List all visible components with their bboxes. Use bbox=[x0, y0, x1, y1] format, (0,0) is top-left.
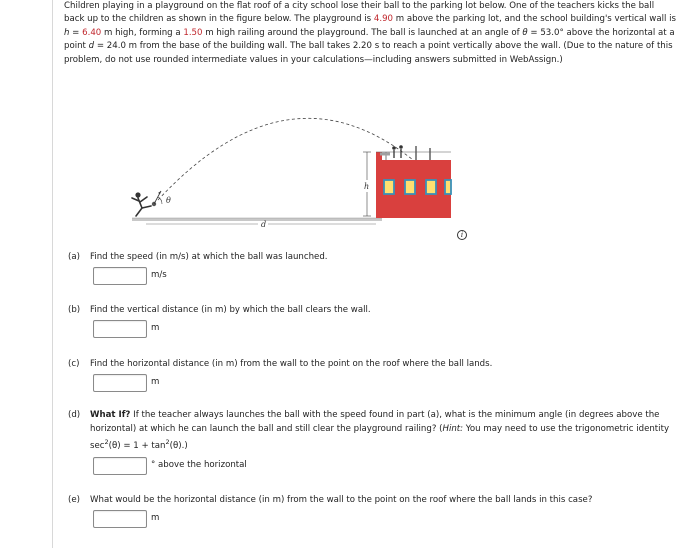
part-label: (a) bbox=[68, 252, 80, 262]
theta-variable: θ bbox=[522, 27, 528, 38]
intro-text: m above the parking lot, and the school building's vertical wall is bbox=[393, 14, 676, 25]
intro-text: = 53.0° above the horizontal at a point bbox=[64, 27, 675, 52]
intro-text: m high railing around the playground. The ball is launched at an angle of bbox=[202, 27, 523, 38]
unit-label: m bbox=[151, 377, 160, 387]
teacher-figure bbox=[132, 192, 151, 216]
h-variable: h bbox=[64, 27, 70, 38]
d-label: d bbox=[261, 220, 267, 229]
railing-height-value: 1.50 bbox=[183, 27, 203, 38]
part-a bbox=[68, 251, 668, 265]
part-question: (θ) = 1 + tan bbox=[108, 440, 166, 451]
parking-lot-ground bbox=[132, 218, 382, 221]
part-question: (θ).) bbox=[169, 440, 188, 451]
school-building bbox=[376, 145, 451, 218]
part-d bbox=[68, 409, 672, 453]
wall-height-value: 6.40 bbox=[82, 27, 102, 38]
part-label: (c) bbox=[68, 359, 80, 369]
unit-label: ° above the horizontal bbox=[151, 460, 247, 470]
unit-label: m/s bbox=[151, 270, 167, 280]
intro-text: = bbox=[69, 27, 83, 38]
part-c bbox=[68, 358, 668, 372]
part-question: What would be the horizontal distance (in m) from the wall to the point on the roof where the ball lands in this case? bbox=[90, 495, 593, 505]
what-if-lead: What If? bbox=[90, 410, 131, 420]
part-question: You may need to use the trigonometric identity sec bbox=[90, 423, 670, 451]
left-border bbox=[52, 0, 53, 548]
part-question: Find the speed (in m/s) at which the ball was launched. bbox=[90, 252, 328, 262]
part-question: Find the horizontal distance (in m) from the wall to the point on the roof where the ball lands. bbox=[90, 359, 493, 369]
answer-input-d[interactable] bbox=[93, 457, 147, 475]
exponent: 2 bbox=[165, 438, 170, 446]
answer-input-b[interactable] bbox=[93, 320, 147, 338]
part-label: (b) bbox=[68, 305, 81, 315]
part-question: If the teacher always launches the ball with the speed found in part (a), what is the minimum angle (in degrees above the horizontal) at which he can launch the ball and still clear the playground railing? ( bbox=[90, 410, 660, 434]
hint-lead: Hint: bbox=[442, 423, 464, 434]
answer-input-a[interactable] bbox=[93, 267, 147, 285]
part-question: Find the vertical distance (in m) by which the ball clears the wall. bbox=[90, 305, 371, 315]
d-variable: d bbox=[88, 41, 95, 52]
intro-text: m high, forming a bbox=[101, 27, 184, 38]
unit-label: m bbox=[151, 513, 160, 523]
playground-figure bbox=[118, 90, 498, 240]
intro-text: = 24.0 m from the base of the building wall. The ball takes 2.20 s to reach a point vertically above the wall. (Due to the nature of this problem, do not use rounded intermediate values in your calculations—including answers submitted in WebAssign.) bbox=[64, 41, 673, 65]
intro-text: Children playing in a playground on the flat roof of a city school lose their ball to the parking lot below. One of the teachers kicks the ball back up to the children as shown in the figure below. The playground is bbox=[64, 1, 655, 25]
h-label: h bbox=[364, 182, 370, 191]
part-label: (d) bbox=[68, 410, 81, 420]
ball-trajectory bbox=[158, 118, 413, 200]
playground-height-value: 4.90 bbox=[373, 14, 394, 25]
theta-label: θ bbox=[166, 196, 171, 205]
part-e bbox=[68, 494, 668, 508]
answer-input-c[interactable] bbox=[93, 374, 147, 392]
info-icon[interactable]: i bbox=[457, 230, 467, 240]
problem-statement bbox=[64, 0, 676, 67]
part-b bbox=[68, 304, 668, 318]
part-label: (e) bbox=[68, 495, 80, 505]
unit-label: m bbox=[151, 323, 160, 333]
answer-input-e[interactable] bbox=[93, 510, 147, 528]
exponent: 2 bbox=[104, 438, 109, 446]
